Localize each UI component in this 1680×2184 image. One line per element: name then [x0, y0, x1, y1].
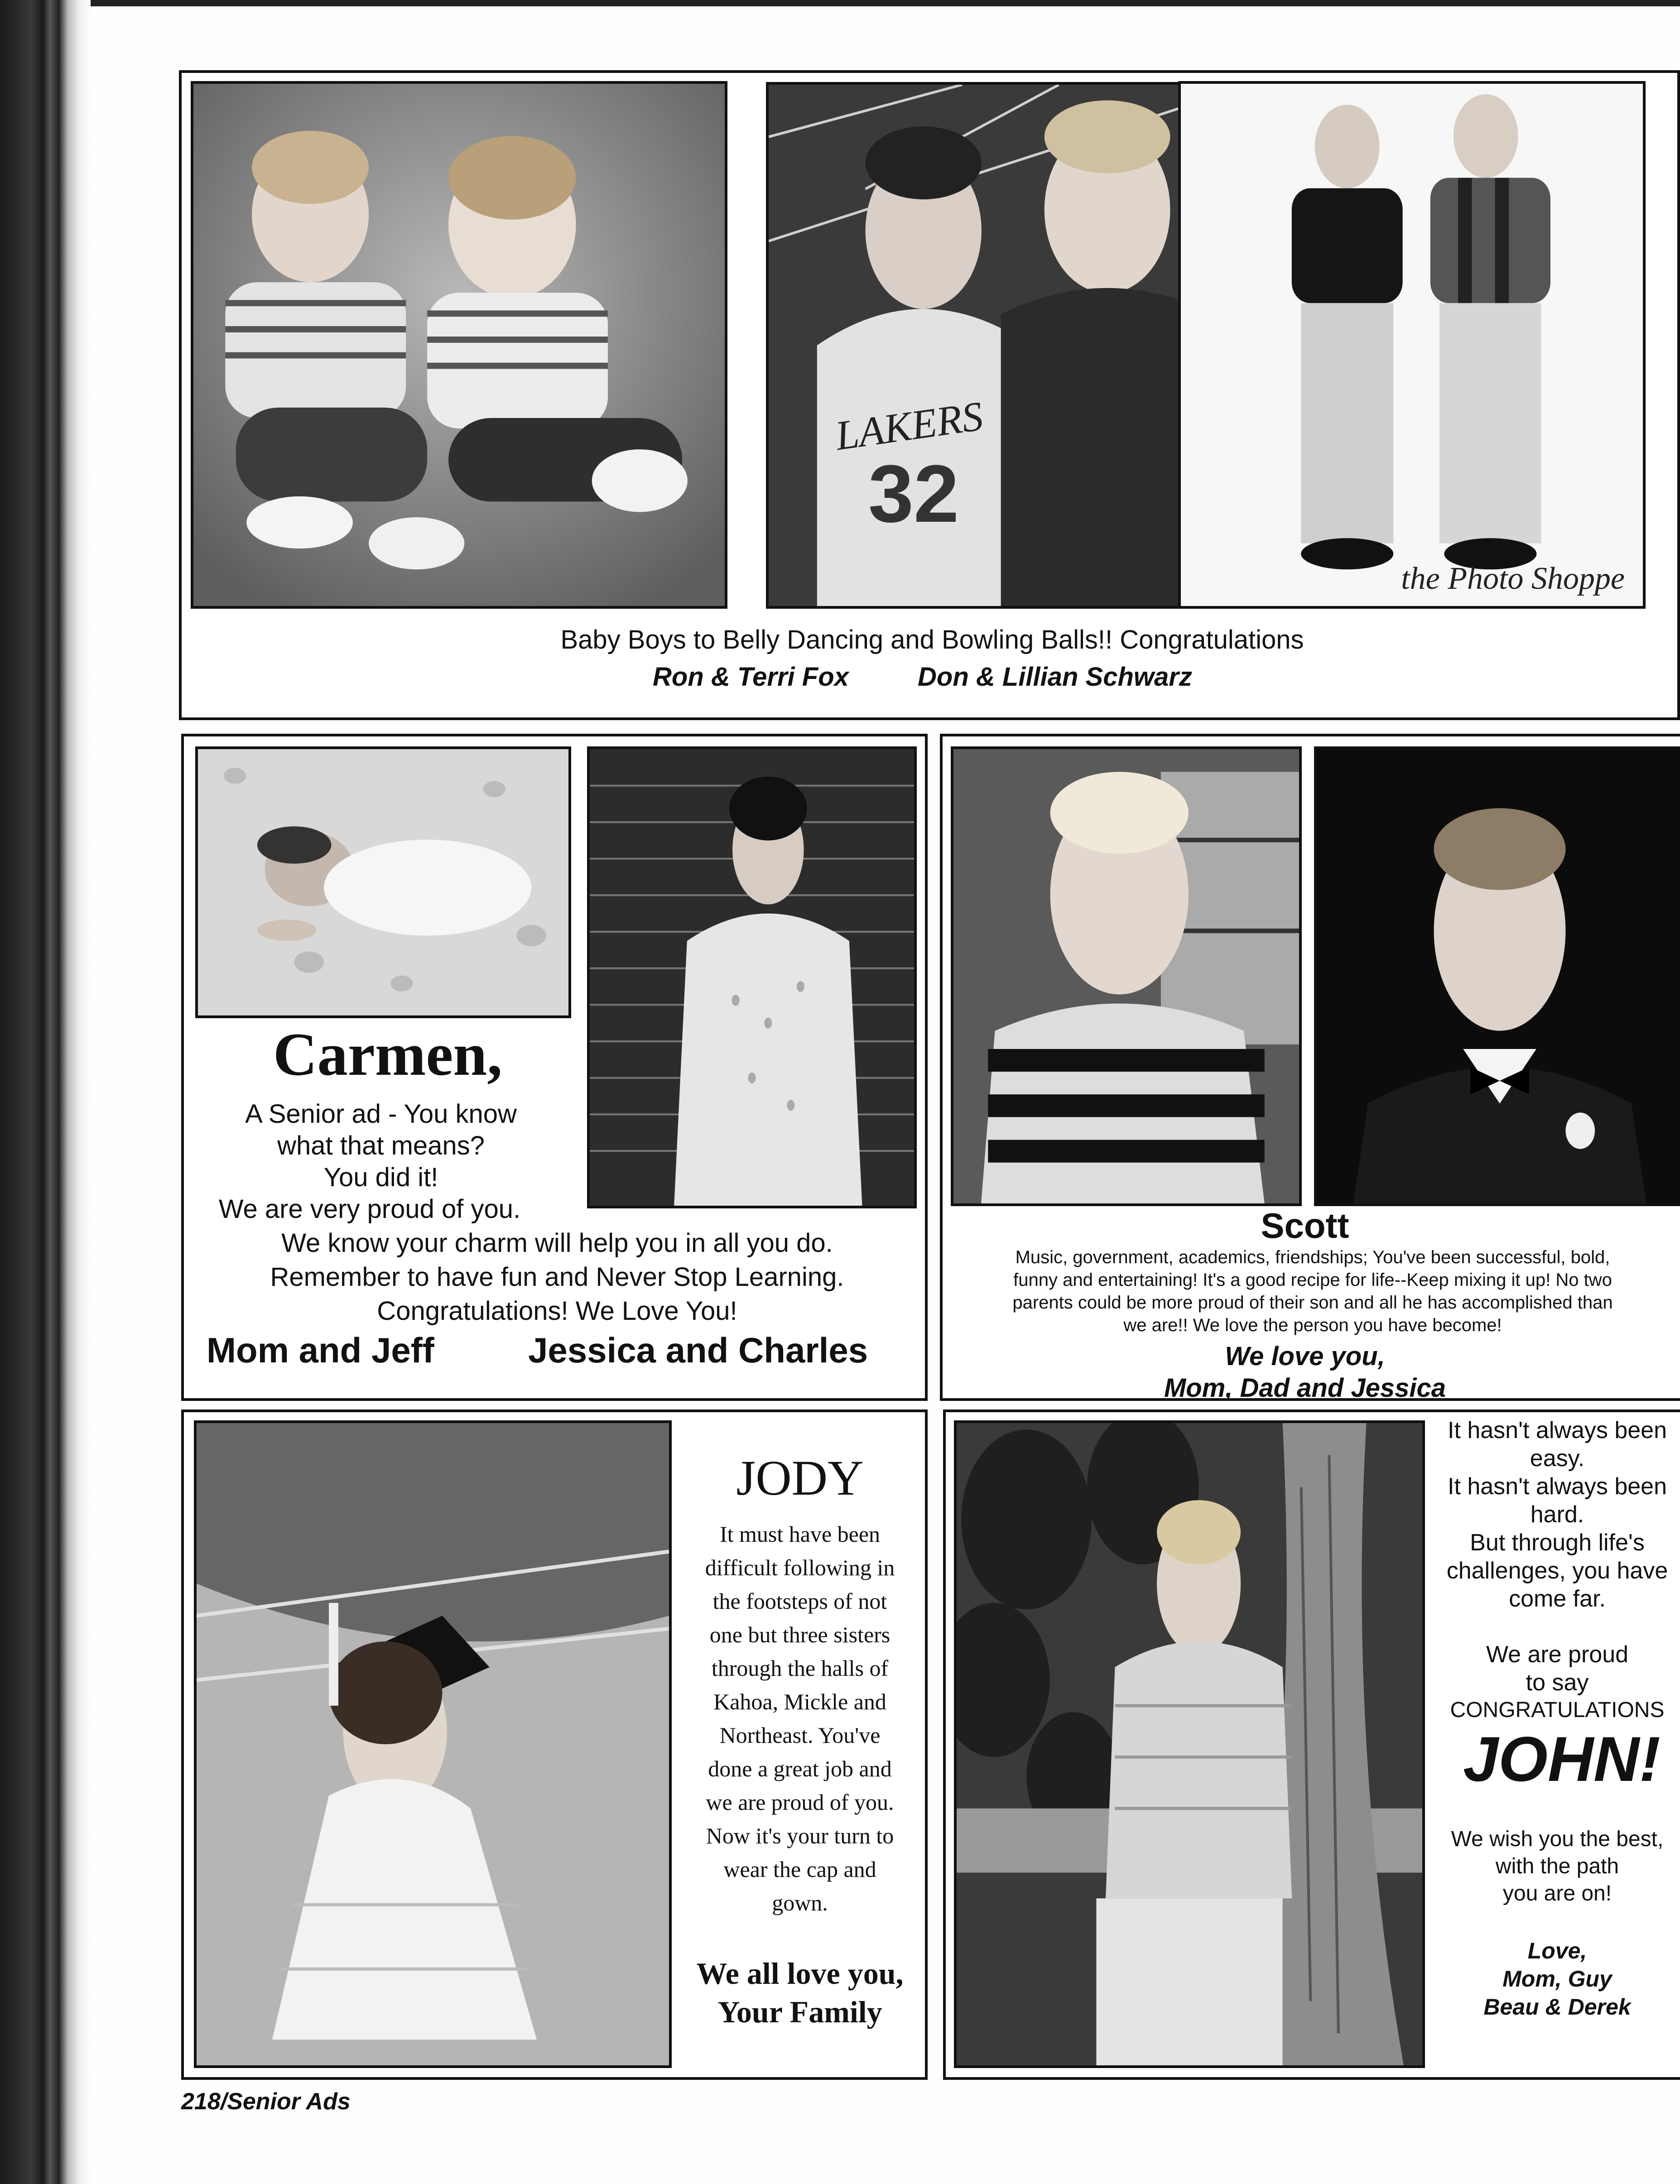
photo-toddlers — [191, 81, 727, 609]
john-line-4: hard. — [1530, 1501, 1584, 1528]
photo-baby-sleeping — [195, 746, 571, 1018]
carmen-line-7: Congratulations! We Love You! — [377, 1296, 737, 1326]
photo-scott-senior — [1314, 746, 1680, 1206]
scott-sign-2: Mom, Dad and Jessica — [1164, 1373, 1446, 1403]
ad-scott — [940, 734, 1680, 1401]
photo-john-tree — [954, 1420, 1425, 2068]
carmen-line-3: You did it! — [323, 1163, 438, 1192]
john-sign-3: Beau & Derek — [1483, 1994, 1631, 2020]
john-line-9: to say — [1526, 1669, 1589, 1696]
carmen-heading: Carmen, — [273, 1021, 503, 1088]
jody-line-12: gown. — [772, 1890, 828, 1915]
john-line-12: you are on! — [1502, 1881, 1612, 1905]
carmen-line-6: Remember to have fun and Never Stop Learning. — [270, 1262, 844, 1292]
ad1-names-left: Ron & Terri Fox — [653, 662, 849, 692]
ad1-caption: Baby Boys to Belly Dancing and Bowling Balls!! Congratulations — [560, 625, 1304, 654]
carmen-line-2: what that means? — [277, 1131, 485, 1160]
photo-jody-cap — [194, 1420, 672, 2068]
jody-line-10: Now it's your turn to — [706, 1823, 894, 1848]
john-line-8: We are proud — [1486, 1641, 1629, 1668]
john-line-1: It hasn't always been — [1448, 1417, 1667, 1443]
scott-line-4: we are!! We love the person you have become! — [1123, 1315, 1502, 1335]
john-line-7: come far. — [1509, 1586, 1606, 1612]
photo-scott-young — [951, 746, 1302, 1206]
john-line-3: It hasn't always been — [1448, 1473, 1667, 1500]
jody-line-7: Northeast. You've — [719, 1722, 881, 1748]
jody-line-3: the footsteps of not — [712, 1588, 887, 1614]
top-edge-line — [91, 0, 1680, 6]
john-line-2: easy. — [1530, 1445, 1585, 1472]
ad-fox-schwarz — [179, 70, 1680, 720]
john-line-5: But through life's — [1470, 1530, 1645, 1556]
jody-line-4: one but three sisters — [709, 1622, 891, 1647]
photo-credit: the Photo Shoppe — [1401, 561, 1625, 596]
photo-carmen-brick — [587, 746, 917, 1208]
jody-line-8: done a great job and — [708, 1756, 892, 1781]
carmen-line-5: We know your charm will help you in all you do. — [281, 1228, 833, 1258]
john-line-6: challenges, you have — [1446, 1558, 1668, 1584]
book-spine-shadow — [0, 0, 91, 2184]
jody-line-9: we are proud of you. — [706, 1790, 894, 1815]
ad1-names-right: Don & Lillian Schwarz — [918, 662, 1192, 692]
carmen-line-1: A Senior ad - You know — [245, 1099, 517, 1129]
scott-line-1: Music, government, academics, friendships; You've been successful, bold, — [1015, 1247, 1610, 1267]
jody-line-1: It must have been — [719, 1521, 881, 1547]
john-congrats: CONGRATULATIONS — [1450, 1698, 1665, 1722]
john-line-10: We wish you the best, — [1451, 1827, 1664, 1851]
john-heading: JOHN! — [1463, 1723, 1661, 1794]
john-line-11: with the path — [1495, 1854, 1619, 1878]
jody-sign-1: We all love you, — [696, 1956, 904, 1991]
jody-line-2: difficult following in — [705, 1555, 895, 1580]
scott-line-2: funny and entertaining! It's a good recipe for life--Keep mixing it up! No two — [1013, 1270, 1612, 1290]
john-sign-1: Love, — [1527, 1938, 1587, 1963]
jody-line-5: through the halls of — [711, 1655, 889, 1681]
jody-line-11: wear the cap and — [723, 1857, 876, 1882]
jody-line-6: Kahoa, Mickle and — [713, 1689, 886, 1714]
scott-heading: Scott — [1261, 1206, 1349, 1246]
photo-teens-standing — [1178, 81, 1646, 609]
carmen-sign-left: Mom and Jeff — [207, 1330, 434, 1370]
ad-john — [943, 1409, 1680, 2080]
carmen-sign-right: Jessica and Charles — [528, 1330, 868, 1370]
carmen-line-4: We are very proud of you. — [218, 1194, 521, 1224]
scott-line-3: parents could be more proud of their son and all he has accomplished than — [1012, 1293, 1613, 1313]
ad-carmen — [181, 734, 928, 1401]
jody-sign-2: Your Family — [717, 1995, 882, 2029]
page-footer: 218/Senior Ads — [181, 2088, 351, 2115]
jersey-team-text: LAKERS — [832, 392, 986, 459]
scott-sign-1: We love you, — [1225, 1342, 1385, 1371]
jody-heading: JODY — [736, 1450, 864, 1506]
john-sign-2: Mom, Guy — [1502, 1966, 1612, 1992]
ad-jody — [181, 1409, 928, 2080]
jersey-number-text: 32 — [868, 448, 959, 539]
